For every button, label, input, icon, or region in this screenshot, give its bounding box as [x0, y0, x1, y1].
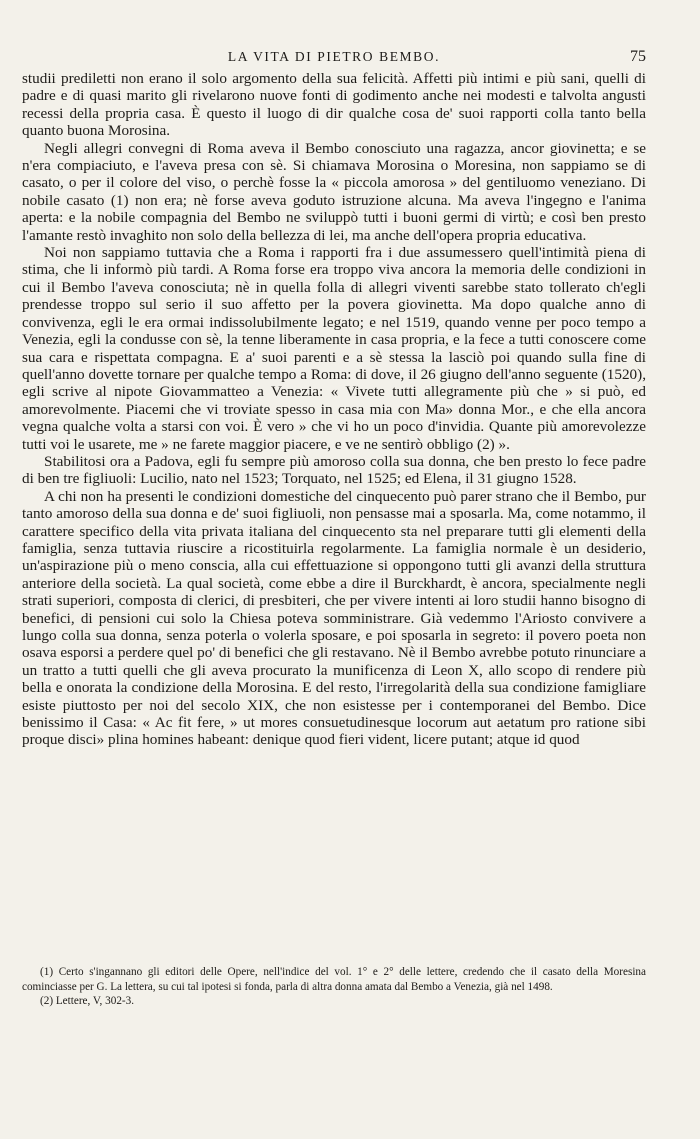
- footnote-2: (2) Lettere, V, 302-3.: [40, 995, 135, 1008]
- paragraph-continuation: studii prediletti non erano il solo argomento della sua felicità. Affetti più intimi e più sani, quelli di padre e di quasi marito gli rivelarono nuove fonti di godimento anche nei modesti e talvolta angusti recessi della propria casa. È questo il luogo di dir qualche cosa de' suoi rapporti colla tanto bella quanto buona Morosina.: [22, 70, 646, 140]
- page-number: 75: [630, 48, 646, 65]
- paragraph-rome-relations: Noi non sappiamo tuttavia che a Roma i rapporti fra i due assumessero quell'intimità piena di stima, che li informò più tardi. A Roma forse era troppo viva ancora la memoria delle condizioni in cui il Bembo l'aveva conosciuta; nè in quella folla di allegri viventi sarebbe stato tollerato ch'egli prendesse troppo sul serio il suo affetto per la povera giovinetta. Ma dopo qualche anno di convivenza, egli le era ormai indissolubilmente legato; e nel 1519, quando venne per poco tempo a Venezia, egli la condusse con sè, la tenne liberamente in casa propria, e la fece a tutti conoscere come sua cara e rispettata compagna. E a' suoi parenti e a sè stessa la lasciò poi quando sulla fine di quell'anno dovette tornare per qualche tempo a Roma: di dove, il 26 giugno dell'anno seguente (1520), egli scrive al nipote Giovammatteo a Venezia: « Vivete tutti allegramente più che » si può, ed amorevolmente. Piacemi che vi troviate spesso in casa mia con Ma» donna Mor., e che ella ancora vegna qualche volta a starsi con voi. È vero » che vi ho un poco d'invidia. Quante più amorevolezze tutti voi le usarete, me » ne farete maggior piacere, e ve ne sentirò obbligo (2) ».: [22, 244, 646, 453]
- paragraph-padova-children: Stabilitosi ora a Padova, egli fu sempre più amoroso colla sua donna, che ben presto lo fece padre di ben tre figliuoli: Lucilio, nato nel 1523; Torquato, nel 1525; ed Elena, il 31 giugno 1528.: [22, 452, 646, 488]
- running-title: LA VITA DI PIETRO BEMBO.: [227, 49, 441, 64]
- paragraph-morosina-intro: Negli allegri convegni di Roma aveva il Bembo conosciuto una ragazza, ancor giovinetta; e se n'era compiaciuto, e l'aveva presa con sè. Si chiamava Morosina o Moresina, non sappiamo se di casato, o per il colore del viso, o perchè fosse la « piccola amorosa » del gentiluomo veneziano. Di nobile casato (1) non era; nè forse aveva goduto istruzione alcuna. Ma aveva l'ingegno e l'anima aperta: e la nobile compagnia del Bembo ne sviluppò tutti i buoni germi di virtù; e così ben presto l'amante restò invaghito non solo della bellezza di lei, ma anche dell'opera propria educativa.: [22, 139, 646, 244]
- body-text: [22, 70, 646, 749]
- footnote-1: (1) Certo s'ingannano gli editori delle Opere, nell'indice del vol. 1° e 2° delle lettere, credendo che il casato della Moresina cominciasse per G. La lettera, su cui tal ipotesi si fonda, parla di altra donna amata dal Bembo a Venezia, già nel 1498.: [22, 966, 646, 993]
- footnotes: [22, 965, 646, 1009]
- page-header: [22, 47, 646, 67]
- paragraph-domestic-conditions: A chi non ha presenti le condizioni domestiche del cinquecento può parer strano che il Bembo, pur tanto amoroso della sua donna e de' suoi figliuoli, non pensasse mai a sposarla. Ma, come notammo, il carattere specifico della vita privata italiana del cinquecento sta nel preparare tutti gli elementi della famiglia, senza tuttavia riuscire a ricostituirla regolarmente. La famiglia normale è un desiderio, un'aspirazione più o meno conscia, alla cui effettuazione si oppongono tutti gli avanzi della struttura anteriore della società. La qual società, come ebbe a dire il Burckhardt, è ancora, specialmente negli strati superiori, composta di clerici, di presbiteri, che per vivere intenti ai loro studii hanno bisogno di benefici, di pensioni cui solo la Chiesa poteva somministrare. Già vedemmo l'Ariosto convivere a lungo colla sua donna, senza poterla o volerla sposare, e poi sposarla in segreto: il povero poeta non osava esporsi a perdere quel po' di benefici che gli restavano. Nè il Bembo avrebbe potuto rinunciare a un tratto a tutti quelli che gli aveva procurato la munificenza di Leon X, allo scopo di rendere più bella e onorata la condizione della Morosina. E del resto, l'irregolarità della sua condizione famigliare esiste piuttosto per noi del secolo XIX, che non esistesse per i contemporanei del Bembo. Dice benissimo il Casa: « Ac fit fere, » ut mores consuetudinesque locorum aut aetatum pro ratione sibi proque disci» plina homines habeant: denique quod fieri vident, licere putant; atque id quod: [22, 487, 646, 749]
